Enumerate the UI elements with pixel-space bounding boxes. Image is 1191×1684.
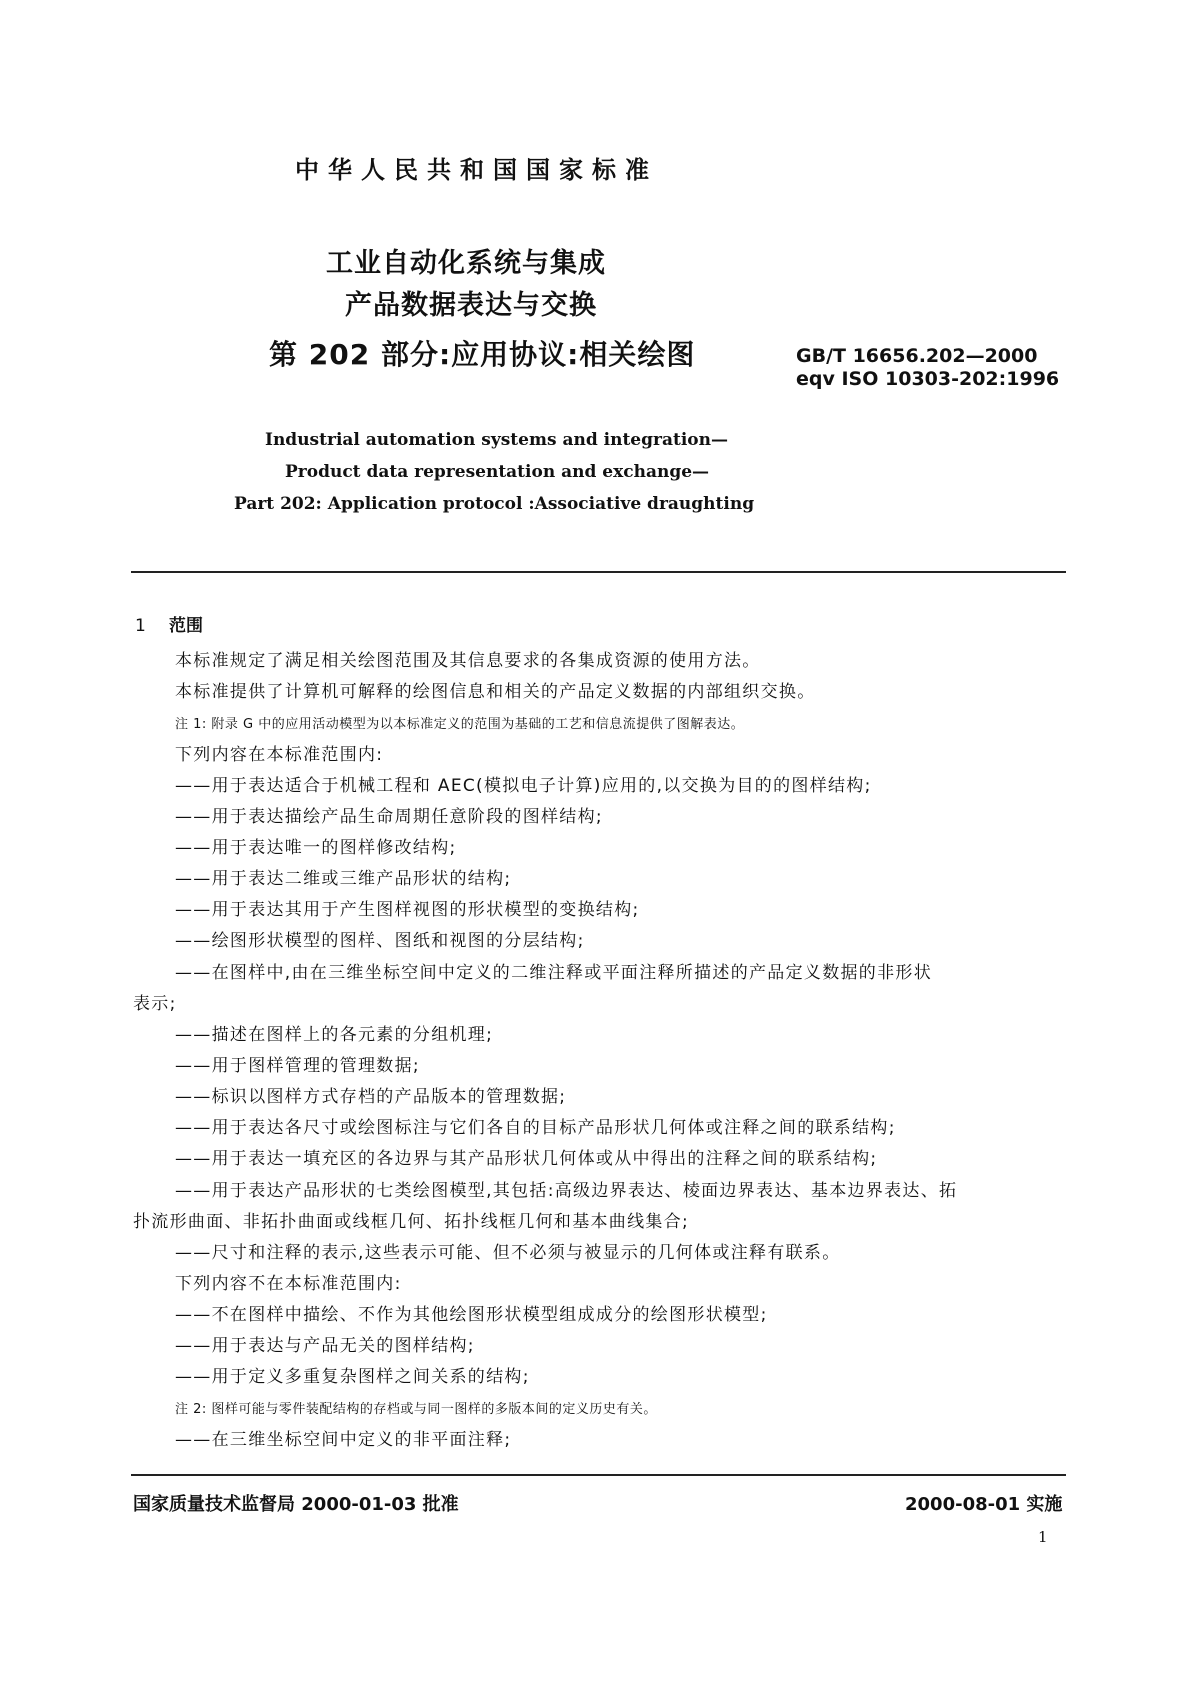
title-line-3: 第 202 部分:应用协议:相关绘图 [269,338,696,371]
list-item: ——不在图样中描绘、不作为其他绘图形状模型组成成分的绘图形状模型; [175,1305,768,1325]
page-number: 1 [1038,1528,1048,1546]
equivalence-code: eqv ISO 10303-202:1996 [796,368,1060,390]
list-item: ——绘图形状模型的图样、图纸和视图的分层结构; [175,931,585,951]
english-title-line-3: Part 202: Application protocol :Associative draughting [234,494,755,514]
english-title-line-1: Industrial automation systems and integration— [265,430,728,450]
footer-divider [131,1474,1066,1476]
list-item: ——用于表达二维或三维产品形状的结构; [175,869,512,889]
section-heading [135,611,203,636]
list-item: ——用于表达各尺寸或绘图标注与它们各自的目标产品形状几何体或注释之间的联系结构; [175,1118,896,1138]
title-line-1: 工业自动化系统与集成 [326,248,606,279]
list-item: ——用于表达唯一的图样修改结构; [175,838,457,858]
note-line: 注 1: 附录 G 中的应用活动模型为以本标准定义的范围为基础的工艺和信息流提供了图解表达。 [175,717,745,732]
standard-code: GB/T 16656.202—2000 [796,345,1038,367]
body-line: 下列内容在本标准范围内: [175,745,384,765]
list-item: ——用于图样管理的管理数据; [175,1056,420,1076]
list-item: ——用于表达适合于机械工程和 AEC(模拟电子计算)应用的,以交换为目的的图样结构; [175,776,872,796]
list-item: ——标识以图样方式存档的产品版本的管理数据; [175,1087,567,1107]
list-item: ——描述在图样上的各元素的分组机理; [175,1025,494,1045]
note-line: 注 2: 图样可能与零件装配结构的存档或与同一图样的多版本间的定义历史有关。 [175,1402,657,1417]
list-item: ——用于表达描绘产品生命周期任意阶段的图样结构; [175,807,603,827]
section-number: 1 [135,616,146,636]
list-item: ——用于表达产品形状的七类绘图模型,其包括:高级边界表达、棱面边界表达、基本边界表达、拓 [175,1181,958,1201]
list-item: ——在三维坐标空间中定义的非平面注释; [175,1430,512,1450]
list-item: ——用于表达一填充区的各边界与其产品形状几何体或从中得出的注释之间的联系结构; [175,1149,878,1169]
body-line: 下列内容不在本标准范围内: [175,1274,402,1294]
list-item: ——用于表达与产品无关的图样结构; [175,1336,475,1356]
list-item: ——用于表达其用于产生图样视图的形状模型的变换结构; [175,900,640,920]
implementation-date: 2000-08-01 实施 [905,1494,1063,1515]
title-line-2: 产品数据表达与交换 [345,290,597,321]
list-item-continuation: 表示; [133,994,177,1014]
header-divider [131,571,1066,573]
list-item: ——用于定义多重复杂图样之间关系的结构; [175,1367,530,1387]
list-item-continuation: 扑流形曲面、非拓扑曲面或线框几何、拓扑线框几何和基本曲线集合; [133,1212,690,1232]
body-line: 本标准提供了计算机可解释的绘图信息和相关的产品定义数据的内部组织交换。 [175,682,816,702]
body-line: 本标准规定了满足相关绘图范围及其信息要求的各集成资源的使用方法。 [175,651,761,671]
section-title: 范围 [169,616,203,636]
approval-date: 国家质量技术监督局 2000-01-03 批准 [133,1494,459,1515]
list-item: ——在图样中,由在三维坐标空间中定义的二维注释或平面注释所描述的产品定义数据的非形状 [175,963,933,983]
english-title-line-2: Product data representation and exchange— [285,462,710,482]
list-item: ——尺寸和注释的表示,这些表示可能、但不必须与被显示的几何体或注释有联系。 [175,1243,841,1263]
